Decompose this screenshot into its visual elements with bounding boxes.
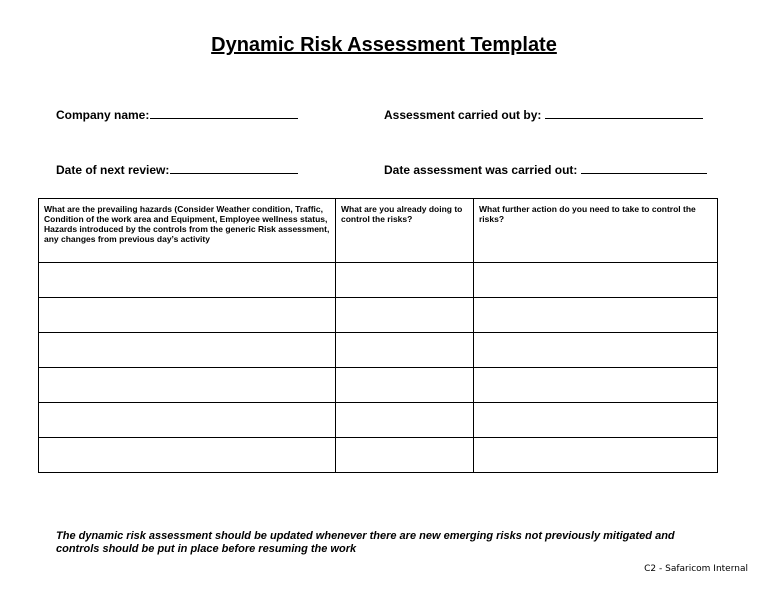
next-review-label: Date of next review: xyxy=(56,163,170,177)
further-action-cell[interactable] xyxy=(474,403,718,438)
current-control-cell[interactable] xyxy=(336,333,474,368)
further-action-cell[interactable] xyxy=(474,263,718,298)
table-row xyxy=(39,368,718,403)
assessment-by-label: Assessment carried out by: xyxy=(384,108,542,122)
further-action-cell[interactable] xyxy=(474,333,718,368)
table-row xyxy=(39,438,718,473)
hazard-cell[interactable] xyxy=(39,333,336,368)
table-header-row xyxy=(39,199,718,263)
hazard-cell[interactable] xyxy=(39,298,336,333)
assessment-date-field xyxy=(384,161,707,177)
assessment-by-field xyxy=(384,106,703,122)
current-control-cell[interactable] xyxy=(336,438,474,473)
current-control-cell[interactable] xyxy=(336,368,474,403)
assessment-by-blank[interactable] xyxy=(545,106,703,119)
further-action-cell[interactable] xyxy=(474,438,718,473)
table-row xyxy=(39,333,718,368)
further-action-cell[interactable] xyxy=(474,298,718,333)
current-controls-column-header: What are you already doing to control the risks? xyxy=(336,199,474,263)
update-note: The dynamic risk assessment should be updated whenever there are new emerging risks not previously mitigated and controls should be put in place before resuming the work xyxy=(56,530,675,555)
table-row xyxy=(39,263,718,298)
assessment-date-label: Date assessment was carried out: xyxy=(384,163,578,177)
next-review-blank[interactable] xyxy=(170,161,298,174)
current-control-cell[interactable] xyxy=(336,403,474,438)
company-name-label: Company name: xyxy=(56,108,150,122)
hazard-cell[interactable] xyxy=(39,403,336,438)
classification-footer: C2 - Safaricom Internal xyxy=(644,564,748,574)
current-control-cell[interactable] xyxy=(336,298,474,333)
hazard-cell[interactable] xyxy=(39,438,336,473)
current-control-cell[interactable] xyxy=(336,263,474,298)
next-review-field xyxy=(56,161,298,177)
hazard-cell[interactable] xyxy=(39,368,336,403)
assessment-date-blank[interactable] xyxy=(581,161,707,174)
table-body xyxy=(39,263,718,473)
risk-assessment-table xyxy=(38,198,718,473)
further-action-cell[interactable] xyxy=(474,368,718,403)
table-row xyxy=(39,298,718,333)
hazards-column-header: What are the prevailing hazards (Consider Weather condition, Traffic, Condition of the work area and Equipment, Employee wellness status, Hazards introduced by the controls from the generic Risk assessment, any changes from previous day’s activity xyxy=(39,199,336,263)
further-action-column-header: What further action do you need to take to control the risks? xyxy=(474,199,718,263)
company-name-field xyxy=(56,106,298,122)
document-title: Dynamic Risk Assessment Template xyxy=(211,34,557,56)
hazard-cell[interactable] xyxy=(39,263,336,298)
table-row xyxy=(39,403,718,438)
company-name-blank[interactable] xyxy=(150,106,298,119)
